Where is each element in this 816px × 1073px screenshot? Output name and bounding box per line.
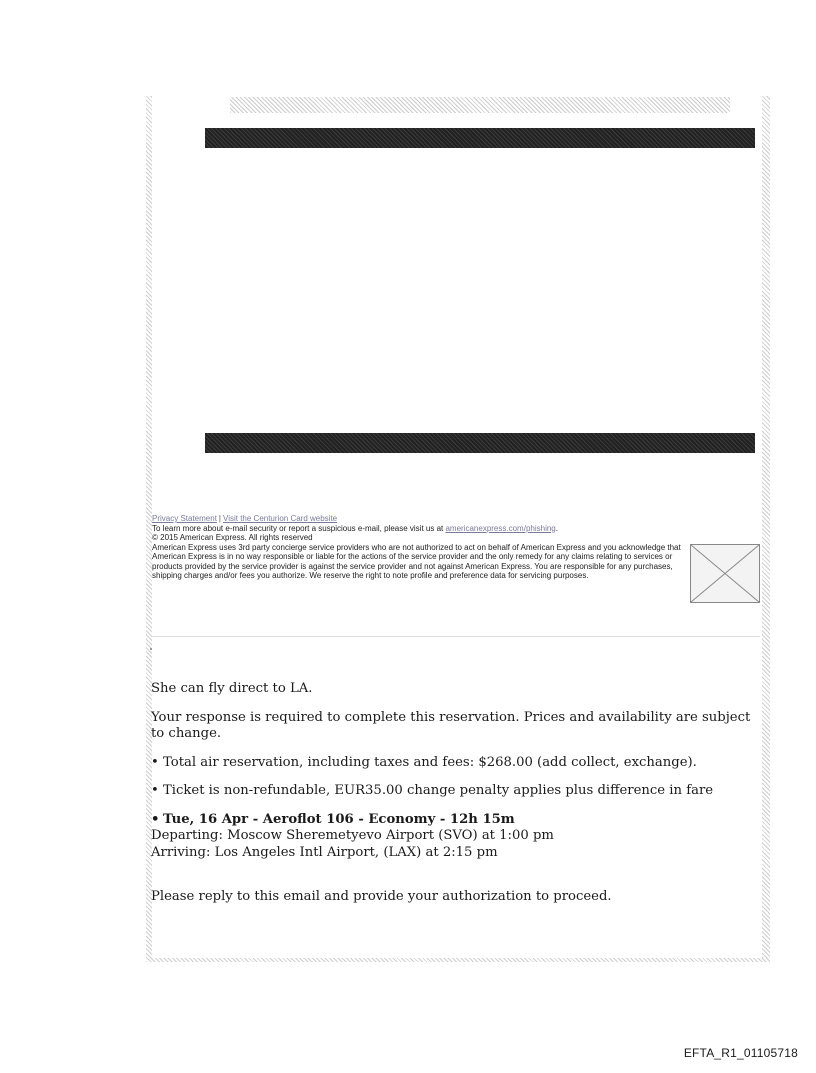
bullet-ticket-terms bbox=[151, 783, 751, 800]
privacy-statement-link[interactable]: Privacy Statement bbox=[152, 514, 217, 523]
centurion-website-link[interactable]: Visit the Centurion Card website bbox=[223, 514, 338, 523]
security-notice bbox=[152, 524, 688, 534]
footer-link-separator: | bbox=[218, 514, 221, 523]
flight-details bbox=[151, 812, 751, 862]
message-line-response-required: Your response is required to complete this reservation. Prices and availability are subject to change. bbox=[151, 709, 751, 741]
bullet-total-air-text: Total air reservation, including taxes and fees: $268.00 (add collect, exchange). bbox=[163, 754, 697, 770]
security-notice-period: . bbox=[555, 523, 558, 533]
disclaimer-text: American Express uses 3rd party concierge service providers who are not authorized to act on behalf of American Express and you acknowledge that American Express is in no way responsible or liable for the actions of the service provider and the only remedy for any claims relating to services or products provided by the service provider is against the service provider and not against American Express. You are responsible for any purchases, shipping charges and/or fees you authorize. We reserve the right to note profile and preference data for servicing purposes. bbox=[152, 542, 681, 580]
bullet-marker: • bbox=[151, 754, 159, 770]
bullet-marker: • bbox=[151, 783, 159, 798]
section-divider bbox=[152, 636, 760, 637]
footer-links-row bbox=[152, 514, 688, 524]
security-notice-text: To learn more about e-mail security or report a suspicious e-mail, please visit us at bbox=[152, 523, 444, 533]
email-message-body bbox=[151, 681, 751, 906]
email-frame-right-border bbox=[762, 96, 770, 962]
copyright-text: © 2015 American Express. All rights reserved bbox=[152, 533, 313, 542]
flight-header-text: Tue, 16 Apr - Aeroflot 106 - Economy - 12h 15m bbox=[163, 811, 515, 827]
stray-dot bbox=[150, 648, 152, 650]
redaction-bar-bottom bbox=[205, 433, 755, 453]
redaction-bar-top bbox=[205, 128, 755, 148]
broken-image-placeholder-icon bbox=[690, 544, 760, 603]
email-frame-bottom-border bbox=[146, 958, 770, 962]
document-id: EFTA_R1_01105718 bbox=[683, 1046, 798, 1060]
message-closing: Please reply to this email and provide your authorization to proceed. bbox=[151, 889, 612, 904]
bullet-total-air bbox=[151, 755, 751, 772]
flight-arriving: Arriving: Los Angeles Intl Airport, (LAX) at 2:15 pm bbox=[151, 844, 498, 860]
header-banner-image bbox=[230, 97, 730, 113]
flight-header bbox=[151, 812, 515, 827]
phishing-link[interactable]: americanexpress.com/phishing bbox=[445, 523, 556, 533]
bullet-ticket-terms-text: Ticket is non-refundable, EUR35.00 change penalty applies plus difference in fare bbox=[163, 783, 714, 798]
bullet-marker: • bbox=[151, 811, 160, 827]
email-footer bbox=[152, 514, 688, 581]
flight-departing: Departing: Moscow Sheremetyevo Airport (SVO) at 1:00 pm bbox=[151, 828, 554, 843]
message-line-direct: She can fly direct to LA. bbox=[151, 681, 313, 696]
